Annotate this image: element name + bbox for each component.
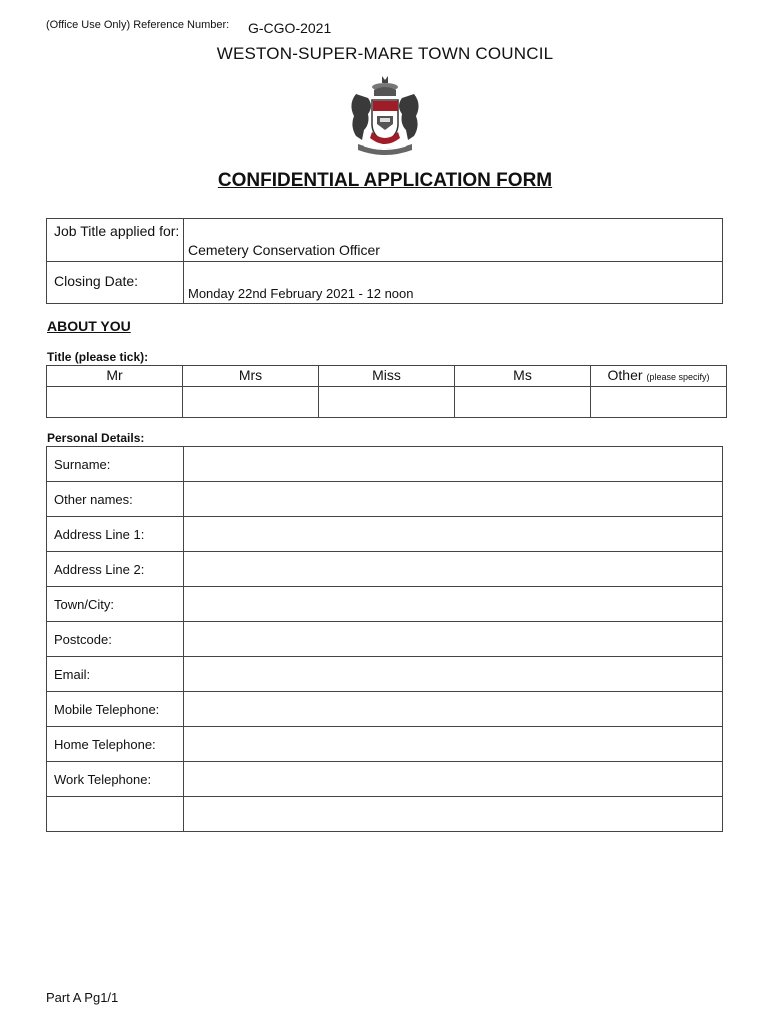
email-field[interactable] [184,657,723,692]
title-option-other [591,366,727,387]
address-line-1-label: Address Line 1: [47,517,184,552]
title-option-mrs: Mrs [183,366,319,387]
town-city-label: Town/City: [47,587,184,622]
home-telephone-label: Home Telephone: [47,727,184,762]
surname-field[interactable] [184,447,723,482]
job-details-table [46,218,723,304]
mobile-telephone-label: Mobile Telephone: [47,692,184,727]
about-you-heading: ABOUT YOU [47,318,131,334]
personal-details-table [46,446,723,832]
reference-number: G-CGO-2021 [248,20,332,36]
title-option-miss: Miss [319,366,455,387]
home-telephone-field[interactable] [184,727,723,762]
page-footer: Part A Pg1/1 [46,990,119,1005]
tick-box-mrs[interactable] [183,387,319,418]
title-options-table [46,365,727,418]
personal-details-heading: Personal Details: [47,431,145,445]
title-option-mr: Mr [47,366,183,387]
title-prompt: Title (please tick): [47,350,149,364]
reference-label: (Office Use Only) Reference Number: [46,19,230,31]
form-title: CONFIDENTIAL APPLICATION FORM [217,170,553,191]
closing-date-value: Monday 22nd February 2021 - 12 noon [188,286,414,301]
council-name: WESTON-SUPER-MARE TOWN COUNCIL [216,44,554,63]
job-title-field[interactable] [184,219,723,262]
town-city-field[interactable] [184,587,723,622]
work-telephone-field[interactable] [184,762,723,797]
other-names-label: Other names: [47,482,184,517]
closing-date-field[interactable] [184,262,723,304]
closing-date-label: Closing Date: [47,262,184,304]
other-specify-field[interactable] [591,387,727,418]
title-option-other-label: Other [607,367,643,383]
address-line-2-label: Address Line 2: [47,552,184,587]
job-title-label: Job Title applied for: [47,219,184,262]
tick-box-mr[interactable] [47,387,183,418]
postcode-label: Postcode: [47,622,184,657]
blank-row-field[interactable] [184,797,723,832]
address-line-1-field[interactable] [184,517,723,552]
tick-box-miss[interactable] [319,387,455,418]
title-option-ms: Ms [455,366,591,387]
mobile-telephone-field[interactable] [184,692,723,727]
job-title-value: Cemetery Conservation Officer [188,242,380,258]
other-names-field[interactable] [184,482,723,517]
other-specify-note: (please specify) [646,372,710,382]
email-label: Email: [47,657,184,692]
blank-row-label [47,797,184,832]
address-line-2-field[interactable] [184,552,723,587]
work-telephone-label: Work Telephone: [47,762,184,797]
tick-box-ms[interactable] [455,387,591,418]
postcode-field[interactable] [184,622,723,657]
surname-label: Surname: [47,447,184,482]
coat-of-arms-icon [344,74,426,158]
